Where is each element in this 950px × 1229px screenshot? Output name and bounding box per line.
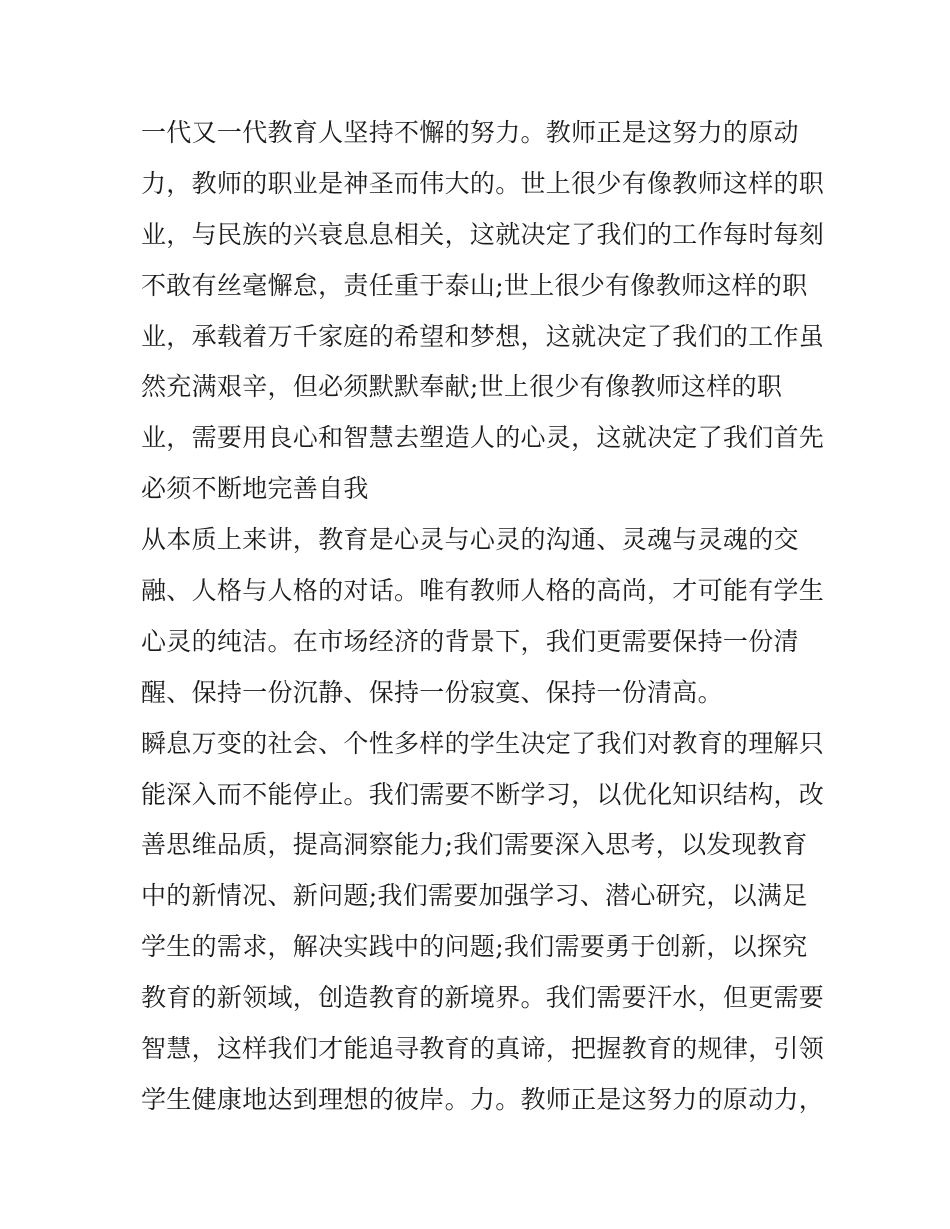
text-line-10: 融、人格与人格的对话。唯有教师人格的高尚，才可能有学生 [141, 576, 825, 606]
text-line-20: 学生健康地达到理想的彼岸。力。教师正是这努力的原动力， [141, 1084, 825, 1114]
text-line-2: 力，教师的职业是神圣而伟大的。世上很少有像教师这样的职 [141, 168, 825, 198]
text-line-3: 业，与民族的兴衰息息相关，这就决定了我们的工作每时每刻 [141, 219, 825, 249]
text-line-11: 心灵的纯洁。在市场经济的背景下，我们更需要保持一份清 [141, 626, 799, 656]
text-line-17: 学生的需求，解决实践中的问题;我们需要勇于创新，以探究 [141, 932, 808, 962]
document-body [141, 108, 825, 1126]
text-line-16: 中的新情况、新问题;我们需要加强学习、潜心研究，以满足 [141, 881, 808, 911]
text-line-12: 醒、保持一份沉静、保持一份寂寞、保持一份清高。 [141, 677, 723, 707]
text-line-19: 智慧，这样我们才能追寻教育的真谛，把握教育的规律，引领 [141, 1034, 825, 1064]
text-line-18: 教育的新领域，创造教育的新境界。我们需要汗水，但更需要 [141, 983, 825, 1013]
text-line-1: 一代又一代教育人坚持不懈的努力。教师正是这努力的原动 [141, 118, 799, 147]
text-line-14: 能深入而不能停止。我们需要不断学习，以优化知识结构，改 [141, 779, 825, 809]
text-line-7: 业，需要用良心和智慧去塑造人的心灵，这就决定了我们首先 [141, 423, 825, 453]
text-line-8: 必须不断地完善自我 [141, 474, 369, 504]
text-line-9: 从本质上来讲，教育是心灵与心灵的沟通、灵魂与灵魂的交 [141, 525, 799, 555]
text-line-5: 业，承载着万千家庭的希望和梦想，这就决定了我们的工作虽 [141, 321, 825, 351]
text-line-4: 不敢有丝毫懈怠，责任重于泰山;世上很少有像教师这样的职 [141, 270, 808, 300]
text-line-15: 善思维品质，提高洞察能力;我们需要深入思考，以发现教育 [141, 830, 808, 860]
text-line-6: 然充满艰辛，但必须默默奉献;世上很少有像教师这样的职 [141, 372, 783, 402]
text-line-13: 瞬息万变的社会、个性多样的学生决定了我们对教育的理解只 [141, 728, 825, 758]
